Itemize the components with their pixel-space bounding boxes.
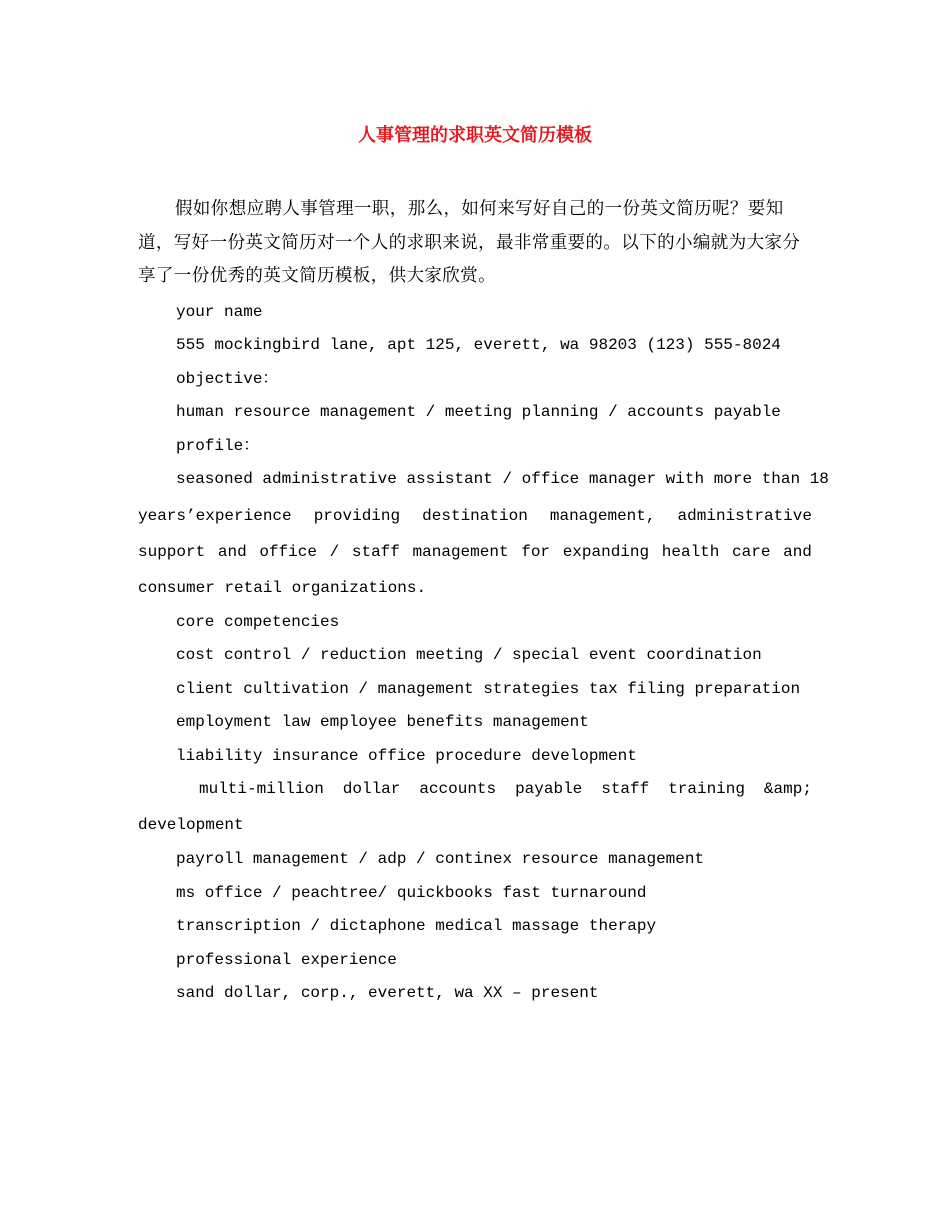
core-item-8: transcription / dictaphone medical massage therapy: [176, 917, 657, 935]
profile-line-1: seasoned administrative assistant / office manager with more than 18: [176, 470, 829, 488]
core-item-5: [199, 778, 812, 800]
profile-word: years’experience: [138, 507, 292, 525]
core-item-3: employment law employee benefits management: [176, 713, 589, 731]
core-competencies-heading: core competencies: [176, 613, 340, 631]
profile-line-4: consumer retail organizations.: [138, 579, 427, 597]
profile-word: expanding: [562, 543, 650, 561]
profile-word: destination: [422, 507, 528, 525]
core-item-6: payroll management / adp / continex resource management: [176, 850, 705, 868]
core-word: accounts: [419, 780, 497, 798]
resume-address: 555 mockingbird lane, apt 125, everett, wa 98203 (123) 555-8024: [176, 336, 781, 354]
core-word: payable: [515, 780, 583, 798]
experience-item-1: sand dollar, corp., everett, wa XX – present: [176, 984, 599, 1002]
objective-heading: objective：: [176, 370, 279, 388]
core-word: staff: [601, 780, 650, 798]
profile-word: staff: [351, 543, 400, 561]
core-word: dollar: [342, 780, 401, 798]
profile-word: management,: [549, 507, 656, 525]
experience-heading: professional experience: [176, 951, 397, 969]
core-item-2: client cultivation / management strategies tax filing preparation: [176, 680, 801, 698]
profile-line-3: [138, 541, 812, 563]
core-item-7: ms office / peachtree/ quickbooks fast turnaround: [176, 884, 647, 902]
core-item-1: cost control / reduction meeting / special event coordination: [176, 646, 762, 664]
profile-word: and: [217, 543, 247, 561]
core-word: training: [668, 780, 745, 798]
profile-word: /: [329, 543, 340, 561]
profile-word: for: [521, 543, 551, 561]
resume-name: your name: [176, 303, 263, 321]
profile-heading: profile：: [176, 437, 260, 455]
intro-paragraph: 假如你想应聘人事管理一职，那么，如何来写好自己的一份英文简历呢？要知道，写好一份英文简历对一个人的求职来说，最非常重要的。以下的小编就为大家分享了一份优秀的英文简历模板，供大家欣赏。: [138, 199, 801, 286]
core-word: &amp;: [763, 780, 812, 798]
profile-word: management: [412, 543, 509, 561]
core-word: multi-million: [199, 780, 324, 798]
profile-line-2: [138, 505, 812, 527]
profile-word: care: [732, 543, 771, 561]
objective-text: human resource management / meeting planning / accounts payable: [176, 403, 781, 421]
profile-word: administrative: [677, 507, 812, 525]
profile-word: providing: [313, 507, 401, 525]
document-title: 人事管理的求职英文简历模板: [358, 125, 592, 146]
core-item-4: liability insurance office procedure development: [176, 747, 637, 765]
profile-word: office: [259, 543, 317, 561]
profile-word: support: [138, 543, 206, 561]
profile-word: health: [661, 543, 720, 561]
profile-word: and: [783, 543, 812, 561]
core-item-5-continued: development: [138, 816, 244, 834]
